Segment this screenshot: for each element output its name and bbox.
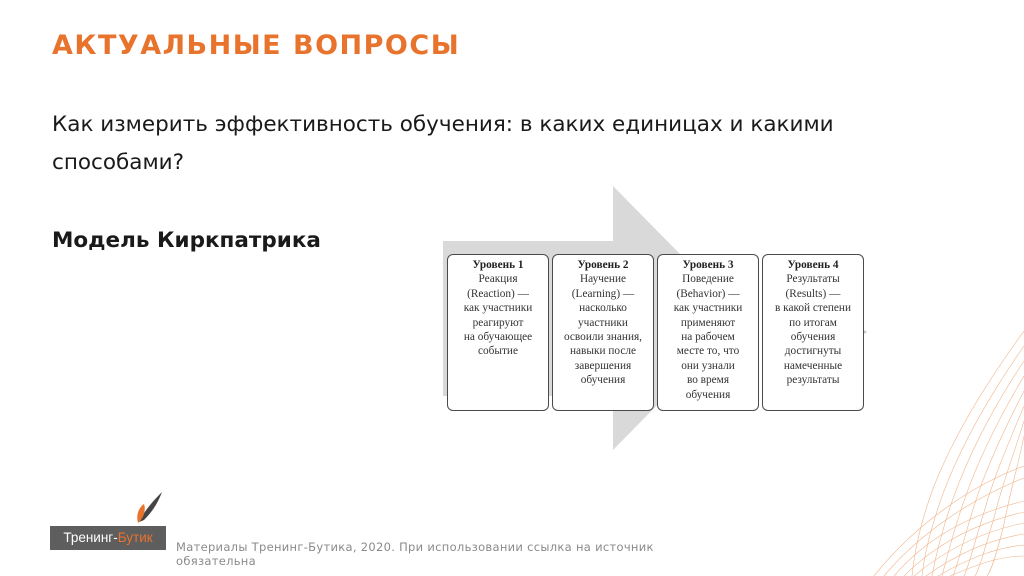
level-description: Научение (Learning) — насколько участники освоили знания, навыки после завершения обучения: [563, 273, 643, 387]
level-box-1: [447, 254, 549, 411]
decorative-wave-lines: [874, 326, 1024, 576]
level-description: Поведение (Behavior) — как участники применяют на рабочем месте то, что они узнали во время обучения: [673, 273, 743, 401]
logo-badge: [50, 526, 166, 550]
level-title: Уровень 3: [682, 259, 734, 271]
level-box-2: [552, 254, 654, 411]
slide-title: АКТУАЛЬНЫЕ ВОПРОСЫ: [52, 30, 461, 61]
level-description: Результаты (Results) — в какой степени по итогам обучения достигнуты намеченные результаты: [774, 273, 852, 387]
leaf-icon: [136, 490, 166, 524]
model-heading: Модель Киркпатрика: [52, 228, 321, 253]
level-box-4: [762, 254, 864, 411]
level-title: Уровень 4: [787, 259, 839, 271]
level-description: Реакция (Reaction) — как участники реагируют на обучающее событие: [463, 273, 533, 358]
level-title: Уровень 2: [577, 259, 629, 271]
logo-text-part1: Тренинг-: [63, 530, 118, 545]
logo-text-part2: Бутик: [117, 530, 153, 545]
kirkpatrick-diagram: [443, 186, 873, 450]
level-title: Уровень 1: [472, 259, 524, 271]
slide-question: Как измерить эффективность обучения: в каких единицах и какими способами?: [52, 112, 834, 175]
footer-note: Материалы Тренинг-Бутика, 2020. При использовании ссылка на источник обязательна: [176, 540, 654, 568]
level-box-3: [657, 254, 759, 411]
company-logo: [50, 490, 166, 552]
